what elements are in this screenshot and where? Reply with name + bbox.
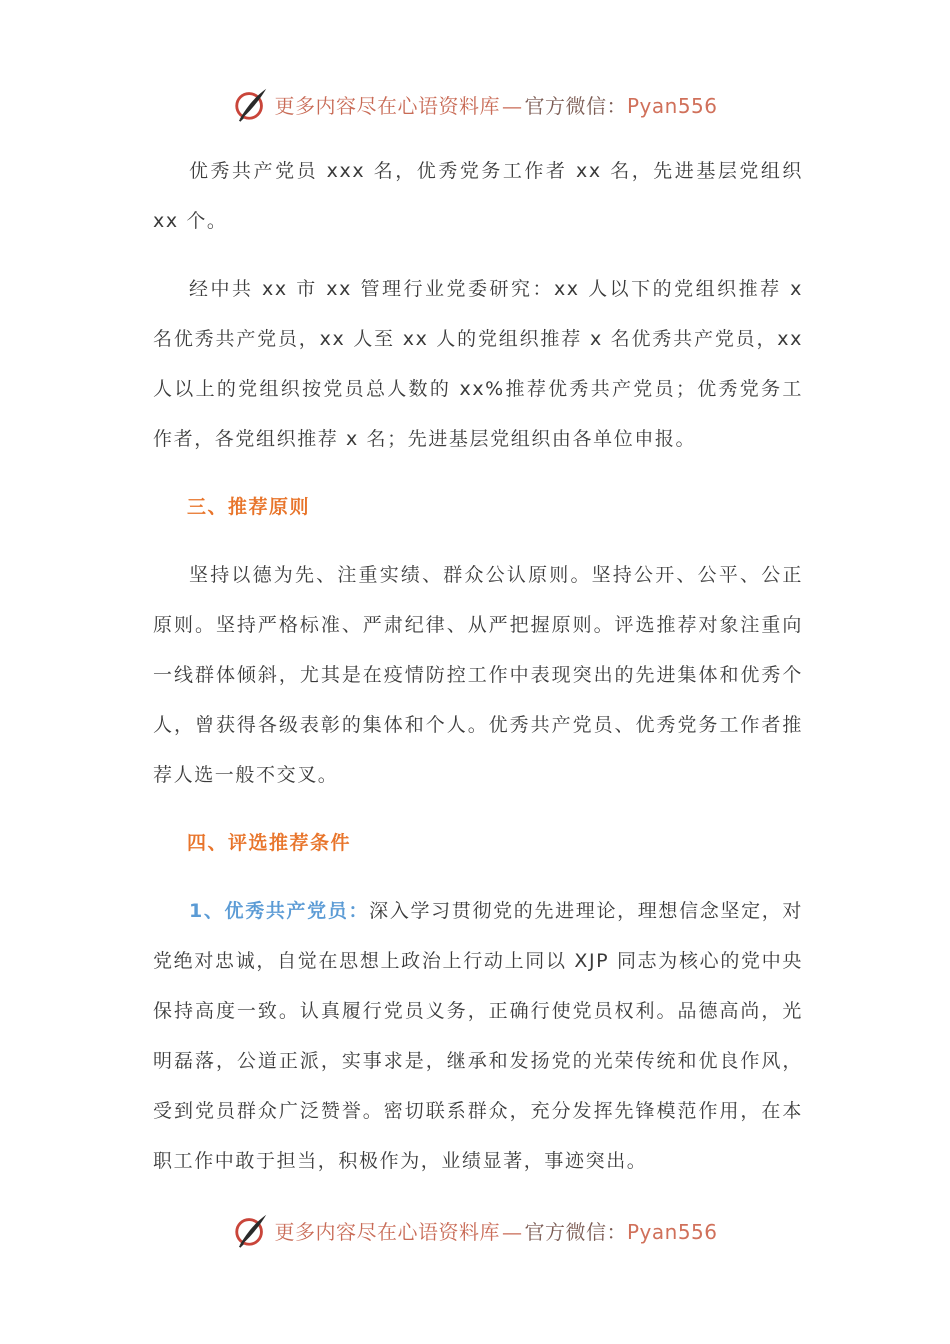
watermark-dash: — — [501, 93, 523, 118]
watermark-wechat-id: Pyan556 — [626, 1219, 718, 1244]
paragraph-excellent-member-body: 深入学习贯彻党的先进理论，理想信念坚定，对党绝对忠诚，自觉在思想上政治上行动上同以 XJP 同志为核心的党中央保持高度一致。认真履行党员义务，正确行使党员权利。品德高尚，光明磊落，公道正派，实事求是，继承和发扬党的光荣传统和优良作风，受到党员群众广泛赞誉。密切联系群众，充分发挥先锋模范作用，在本职工作中敢于担当，积极作为，业绩显著，事迹突出。 — [153, 900, 803, 1172]
paragraph-principles: 坚持以德为先、注重实绩、群众公认原则。坚持公开、公平、公正原则。坚持严格标准、严肃纪律、从严把握原则。评选推荐对象注重向一线群体倾斜，尤其是在疫情防控工作中表现突出的先进集体和优秀个人，曾获得各级表彰的集体和个人。优秀共产党员、优秀党务工作者推荐人选一般不交叉。 — [153, 564, 803, 786]
section-heading-principles: 三、推荐原则 — [187, 496, 311, 518]
watermark-label: 官方微信： — [524, 1219, 627, 1244]
watermark-label: 官方微信： — [524, 93, 627, 118]
section-heading-conditions: 四、评选推荐条件 — [187, 832, 352, 854]
quill-pen-logo-icon — [232, 85, 270, 123]
paragraph-excellent-member — [153, 886, 803, 1186]
quill-pen-logo-icon — [232, 1211, 270, 1249]
footer-watermark — [0, 1208, 950, 1252]
document-body — [153, 146, 803, 1204]
watermark-text — [274, 90, 717, 119]
watermark-site-text: 更多内容尽在心语资料库 — [274, 1219, 500, 1244]
watermark-site-text: 更多内容尽在心语资料库 — [274, 93, 500, 118]
watermark-dash: — — [501, 1219, 523, 1244]
watermark-wechat-id: Pyan556 — [626, 93, 718, 118]
watermark-text — [274, 1216, 717, 1245]
header-watermark — [0, 82, 950, 126]
paragraph-recommendation-rules: 经中共 xx 市 xx 管理行业党委研究：xx 人以下的党组织推荐 x 名优秀共产党员，xx 人至 xx 人的党组织推荐 x 名优秀共产党员，xx 人以上的党组织按党员总人数的 xx%推荐优秀共产党员；优秀党务工作者，各党组织推荐 x 名；先进基层党组织由各单位申报。 — [153, 278, 803, 450]
paragraph-award-quota: 优秀共产党员 xxx 名，优秀党务工作者 xx 名，先进基层党组织 xx 个。 — [153, 160, 803, 232]
paragraph-lead-label: 1、优秀共产党员： — [189, 900, 370, 922]
